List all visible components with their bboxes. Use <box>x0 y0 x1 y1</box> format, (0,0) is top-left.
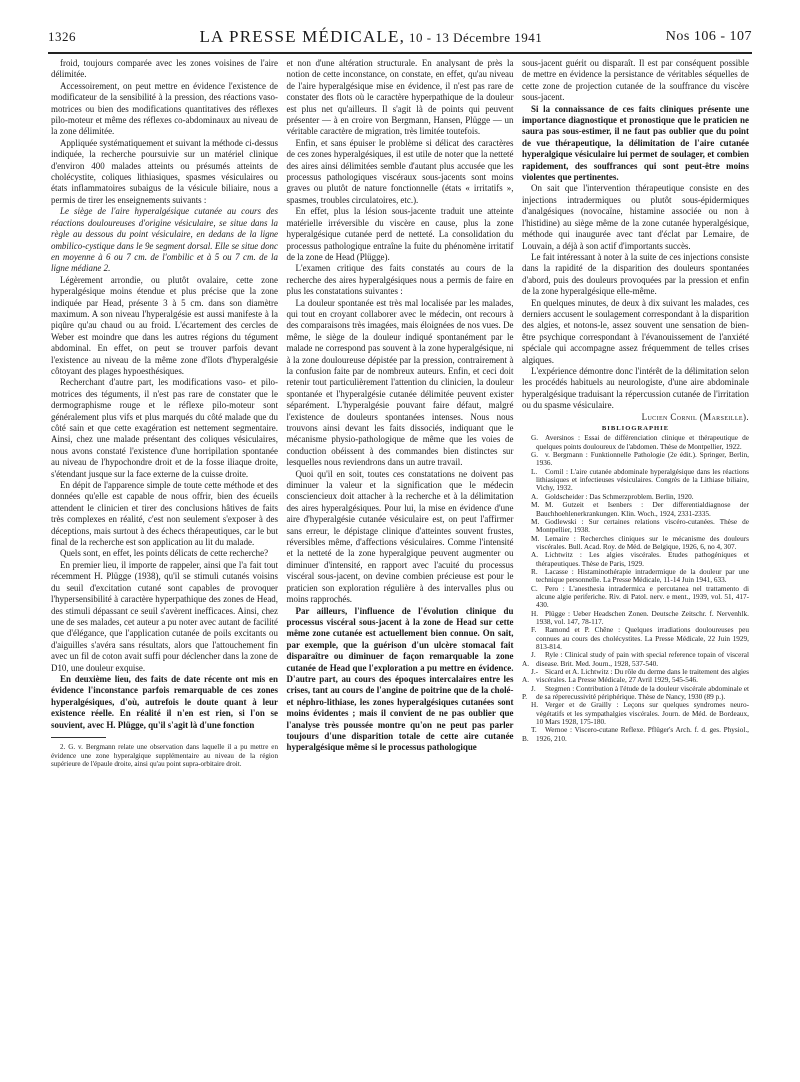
bibliography-entry-text: M. Gutzeit et Isenbers : Der differentialdiagnose der Bauchhoehlenerkrankungen. Klin. Woch., 1924, 2331-2335. <box>536 501 749 518</box>
bibliography-entry <box>522 701 749 726</box>
paragraph: sous-jacent guérit ou disparaît. Il est par conséquent possible de mettre en évidence la persistance de véritables séquelles de cette zone de projection cutanée de la souffrance du viscère sous-jacent. <box>522 58 749 103</box>
paragraph: Le siège de l'aire hyperalgésique cutanée au cours des réactions douloureuses d'origine vésiculaire, se situe dans la règle au dessous du point vésiculaire, en dedans de la ligne ombilico-cystique dans le 9e segment dorsal. Elle se situe donc en moyenne à 6 ou 7 cm. de l'ombilic et à 5 ou 7 cm. de la ligne médiane 2. <box>51 206 278 274</box>
bibliography-entry-text: Wernoe : Viscero-cutane Reflexe. Pflüger's Arch. f. d. ges. Physiol., 1926, 210. <box>536 726 749 743</box>
bibliography-entry-initial: C. <box>531 584 538 593</box>
paragraph: En dépit de l'apparence simple de toute cette méthode et des données qu'elle est capable de nous offrir, bien des écueils attendent le clinicien et tirer des conclusions hâtives de faits très complexes en réalité, c'est non seulement s'exposer à des déceptions, mais surtout à des échecs thérapeutiques, car le but final de la recherche est son application au lit du malade. <box>51 480 278 548</box>
article-body <box>48 58 752 1058</box>
bibliography-entry-text: Sicard et A. Lichtwitz : Du rôle du derme dans le traitement des algies viscérales. La Presse Médicale, 27 Avril 1929, 545-546. <box>536 668 749 685</box>
bibliography-entry-text: Goldscheider : Das Schmerzproblem. Berlin, 1920. <box>545 492 694 501</box>
bibliography-entry-initial: M. <box>531 534 540 543</box>
paragraph: Enfin, et sans épuiser le problème si délicat des caractères de ces zones hyperalgésiques, il est utile de noter que la netteté des aires ainsi délimitées semble d'autant plus accusée que les processus pathologiques viscéraux sous-jacents sont moins graves ou plutôt de nature fonctionnelle (états « irritatifs », spasmes, troubles circulatoires, etc.). <box>286 137 514 205</box>
paragraph: En effet, plus la lésion sous-jacente traduit une atteinte matérielle irréversible du viscère en cause, plus la zone hyperalgésique cutanée perd de netteté. La consolidation du processus pathologique entraîne la fuite du phénomène irritatif de la zone de Head (Plügge). <box>286 206 514 262</box>
bibliography-entry-text: Stegmen : Contribution à l'étude de la douleur viscérale abdominale et de sa réperecussivité périphérique. Thèse de Nancy, 1930 (89 p.). <box>536 684 749 702</box>
bibliography-entry <box>522 726 749 743</box>
column-3 <box>519 58 752 1058</box>
bibliography-entry <box>522 434 749 451</box>
paragraph: Quoi qu'il en soit, toutes ces constatations ne doivent pas diminuer la valeur et la signification que le médecin consciencieux doit attacher à la recherche et à la délimitation des aires hyperalgésiques. Pour lui, la mise en évidence d'une aire d'hyperalgésie cutanée vésiculaire est, on peut l'affirmer sans erreur, le dépistage clinique d'atteintes souvent frustes, réversibles même, d'affections vésiculaires. Comme l'intensité et la netteté de la zone hyperalgique peuvent augmenter ou diminuer d'intensité, en rapport avec l'acuité du processus viscéral sous-jacent, on devine combien précieuse est pour le praticien son exploration régulière à des intervalles plus ou moins rapprochés. <box>286 468 514 605</box>
paragraph: Recherchant d'autre part, les modifications vaso- et pilo-motrices des téguments, il n'est pas rare de constater que le dermographisme rouge et le réflexe pilo-moteur sont généralement plus vifs et plus marqués du côté malade que du côté sain et que cette exagération est nettement segmentaire. Ainsi, chez une malade présentant des coliques vésiculaires, nous avons constaté l'existence d'une horripilation spontanée au niveau de l'hypochondre droit et de la fosse iliaque droite, s'étendant jusque sur la face externe de la cuisse droite. <box>51 377 278 479</box>
bibliography-entry-initial: F. <box>531 626 537 635</box>
bibliography-entry-initial: H. <box>531 701 539 710</box>
bibliography-entry <box>522 610 749 627</box>
paragraph: Quels sont, en effet, les points délicats de cette recherche? <box>60 548 269 559</box>
paragraph: En deuxième lieu, des faits de date récente ont mis en évidence l'inconstance parfois remarquable de ces zones hyperalgésiques, d'où, autrefois le doute quant à leur existence réelle. En réalité il n'en est rien, si l'on se souvient, avec H. Plügge, qu'il s'agit là d'une fonction <box>51 673 278 730</box>
bibliography-entry-initial: J.-A. <box>522 668 539 685</box>
bibliography-entry <box>522 685 749 702</box>
bibliography-entry-initial: A. <box>531 551 539 560</box>
bibliography-entry-text: Cornil : L'aire cutanée abdominale hyperalgésique dans les réactions lithiasiques et infectieuses vésiculaires. Congrès de la Lithiase biliaire, Vichy, 1932. <box>536 467 749 493</box>
author-signature: Lucien Cornil (Marseille). <box>641 411 749 422</box>
paragraph: En premier lieu, il importe de rappeler, ainsi que l'a fait tout récemment H. Plügge (1938), qu'il se stimuli cutanés voisins du seuil d'excitation cutané sont capables de provoquer l'hypersensibilité à caractère hyperpathique des zones de Head, des stimuli dépassant ce seuil s'avèrent inefficaces. Ainsi, chez une de ses malades, cet auteur a pu noter avec autant de facilité que d'élégance, que l'application cutanée de poils excitants ou d'aiguilles s'avéra sans résultats, alors que l'attouchement fin avec un fil de coton avait suffi pour déclencher dans la zone de D10, une douleur exquise. <box>51 559 278 673</box>
paragraph: Si la connaissance de ces faits cliniques présente une importance diagnostique et pronostique que le praticien ne saura pas sous-estimer, il ne faut pas oublier que du point de vue thérapeutique, la délimitation de l'aire cutanée hyperalgique vésiculaire lui permet de soulager, et combien rapidement, des souffrances qui sont peut-être moins violentes que pertinentes. <box>522 103 749 183</box>
bibliography-entry <box>522 535 749 552</box>
footnote: 2. G. v. Bergmann relate une observation dans laquelle il a pu mettre en évidence une zone hyperalgique supplémentaire au niveau de la région supérieure de l'épaule droite, ainsi qu'au point supra-orbitaire droit. <box>51 742 278 769</box>
column-1 <box>48 58 281 1058</box>
paragraph: Légèrement arrondie, ou plutôt ovalaire, cette zone hyperalgésique moins étendue et plus précise que la zone indiquée par Head, présente 3 à 5 cm. dans son diamètre maximum. A son niveau l'hyperalgésie est aussi manifeste à la piqûre qu'au chaud ou au froid. L'écartement des cercles de Weber est moindre que dans les autres régions du tégument abdominal. En effet, on peut se trouver parfois devant l'existence au niveau de la même zone d'îlots d'hyperalgésie côtoyant des plages hypoesthésiques. <box>51 274 278 376</box>
bibliography-entry-initial: H. <box>531 609 539 618</box>
page-number: 1326 <box>48 29 76 44</box>
bibliography-entry-initial: A. <box>531 492 539 501</box>
paragraph: En quelques minutes, de deux à dix suivant les malades, ces derniers accusent le soulagement correspondant à la disparition des algies, et notons-le, assez souvent une sensation de bien-être psychique correspondant à l'évanouissement de l'anxiété spéciale qui accompagne assez fréquemment de telles crises algiques. <box>522 297 749 365</box>
bibliography-entry-initial: L. <box>531 467 538 476</box>
bibliography-entry <box>522 668 749 685</box>
bibliography-entry-initial: G. <box>531 451 539 460</box>
bibliography-entry-text: Ryle : Clinical study of pain with special reference topain of visceral disease. Brit. Med. Journ., 1928, 537-540. <box>536 651 749 668</box>
bibliography-entry-initial: M. <box>531 517 540 526</box>
paragraph: Par ailleurs, l'influence de l'évolution clinique du processus viscéral sous-jacent à la zone de Head sur cette même zone cutanée est actuellement bien connue. On sait, par exemple, que la guérison d'un ulcère stomacal fait disparaître ou diminuer de façon remarquable la zone cutanée de Head que l'exploration a pu mettre en évidence. D'autre part, au cours des époques intercalaires entre les crises, tant au cours de l'angine de poitrine que de la cholé- et néphro-lithiase, les zones hyperalgésiques cutanées sont moins évidentes ; mais il convient de ne pas oublier que l'analyse très poussée montre qu'on ne peut pas parler toujours d'une disparition totale de cette aire cutanée hyperalgésique même si le processus pathologique <box>286 605 514 753</box>
bibliography-entry <box>522 501 749 518</box>
bibliography-entry-text: Lacasse : Histaminothérapie intradermique de la douleur par une technique personnelle. La Presse Médicale, 11-14 Juin 1941, 633. <box>536 567 749 585</box>
issue-number: Nos 106 - 107 <box>665 29 752 44</box>
paragraph: Le fait intéressant à noter à la suite de ces injections consiste dans la rapidité de la disparition des douleurs spontanées d'abord, puis des douleurs provoquées par la pression et enfin de la zone hyperalgésique elle-même. <box>522 251 749 297</box>
bibliography-entry-initial: R. <box>531 567 538 576</box>
page-header <box>48 22 752 54</box>
bibliography-entry-text: v. Bergmann : Funktionnelle Pathologie (2e édit.). Springer, Berlin, 1936. <box>536 451 749 468</box>
bibliography-entry-text: Plügge : Ueber Headschen Zonen. Deutsche Zeitschr. f. Nervenhlk. 1938, vol. 147, 78-117. <box>536 609 749 626</box>
bibliography-heading: BIBLIOGRAPHIE <box>601 425 670 432</box>
bibliography-entry-initial: T. B. <box>522 726 537 743</box>
bibliography-entry <box>522 451 749 468</box>
paragraph: froid, toujours comparée avec les zones voisines de l'aire délimitée. <box>51 58 278 80</box>
bibliography-entry <box>522 651 749 668</box>
bibliography-entry <box>522 493 749 501</box>
bibliography-entry <box>522 518 749 535</box>
journal-title: LA PRESSE MÉDICALE, <box>199 27 406 46</box>
footnote-divider <box>51 737 106 738</box>
bibliography-entry <box>522 551 749 568</box>
paragraph: L'examen critique des faits constatés au cours de la recherche des aires hyperalgésiques nous a permis de faire en plus les constatations suivantes : <box>286 263 514 297</box>
paragraph: Accessoirement, on peut mettre en évidence l'existence de modificateur de la sensibilité à la pression, des réactions vaso-motrices ou bien des modifications quantitatives des réflexes pilo-moteur et même des réflexes co-abdominaux au niveau de la zone délimitée. <box>51 80 278 137</box>
paragraph: On sait que l'intervention thérapeutique consiste en des injections intradermiques ou plutôt sous-épidermiques d'analgésiques (novocaïne, histamine associée ou non à l'histidine) au siège même de la zone cutanée hyperalgésique, méthode qui inaugurée avec tant d'éclat par Lemaire, de Louvain, a déjà à son actif d'importants succès. <box>522 183 749 251</box>
bibliography-entry-initial: J. A. <box>522 651 536 668</box>
issue-date: 10 - 13 Décembre 1941 <box>409 30 543 45</box>
paragraph: L'expérience démontre donc l'intérêt de la délimitation selon les procédés habituels au neurologiste, d'une aire abdominale hyperalgésique traduisant la répercussion cutanée de l'irritation ou du spasme vésiculaire. <box>522 365 749 411</box>
bibliography-entry <box>522 568 749 585</box>
bibliography-entry-initial: J. P. <box>522 684 536 702</box>
bibliography-entry-text: Aversinos : Essai de différenciation clinique et thérapeutique de quelques points douloureux de l'abdomen. Thèse de Montpellier, 1922. <box>536 434 749 451</box>
bibliography-entry-text: Ramond et P. Chêne : Quelques irradiations douloureuses peu connues au cours des cholécystites. La Presse Médicale, 22 Juin 1929, 813-814. <box>536 626 749 651</box>
bibliography-entry-initial: M. <box>531 501 540 510</box>
bibliography-entry-text: Lemaire : Recherches cliniques sur le mécanisme des douleurs viscérales. Bull. Acad. Roy. de Méd. de Belgique, 1926, 6, no 4, 307. <box>536 534 749 551</box>
bibliography-entry <box>522 585 749 610</box>
bibliography-list <box>522 434 749 743</box>
bibliography-entry <box>522 626 749 651</box>
paragraph: La douleur spontanée est très mal localisée par les malades, qui tout en croyant collaborer avec le médecin, ont recours à des comparaisons très imagées, mais éloignées de nos vues. De même, le siège de la douleur indiqué spontanément par le malade ne correspond pas souvent à la zone hyperalgésique, ni à la zone douloureuse dépistée par la pression, contrairement à la confusion faite par de nombreux auteurs. Enfin, et ceci doit retenir tout particulièrement l'attention du clinicien, la douleur spontanée et l'hyperalgésie cutanée délimitée peuvent exister séparément. L'hyperalgésie pouvant faire défaut, malgré l'existence de douleurs spontanées intenses. Nous nous trouvons ainsi devant les faits dissociés, indiquant que le mécanisme physio-pathologique de même que les voies de conduction obéissent à des commandes bien distinctes sur lesquelles nous reviendrons dans un autre travail. <box>286 297 514 468</box>
paragraph: et non d'une altération structurale. En analysant de près la notion de cette inconstance, on constate, en effet, qu'au niveau de l'aire hyperalgésique mise en évidence, il n'est pas rare de constater des flots où le caractère hyperpathique de la douleur est plus net qu'ailleurs. Il s'agit là de points qui peuvent présenter — à en croire von Bergmann, Hansen, Plügge — un véritable caractère de migration, très limitée toutefois. <box>286 58 514 137</box>
bibliography-entry-initial: G. <box>531 434 539 443</box>
bibliography-entry-text: Verger et de Grailly : Leçons sur quelques syndromes neuro-végétatifs et les sympathalgies viscérales. Journ. de Méd. de Bordeaux, 10 Mars 1928, 175-180. <box>536 701 749 727</box>
bibliography-entry-text: Godlewski : Sur certaines relations viscéro-cutanées. Thèse de Montpellier, 1938. <box>536 517 749 535</box>
column-2 <box>284 58 517 1058</box>
bibliography-entry <box>522 468 749 493</box>
header-title-group <box>199 27 542 47</box>
paragraph: Appliquée systématiquement et suivant la méthode ci-dessus indiquée, la recherche poursuivie sur un matériel clinique d'environ 400 malades atteints ou présumés atteints de cholécystite, coliques lithiasiques, spasmes vésiculaires ou états inflammatoires subaigus de la vésicule biliaire, nous a permis de tirer les enseignements suivants : <box>51 137 278 205</box>
bibliography-entry-text: Pero : L'anesthesia intradermica e percutanea nel trattamento di alcune algie periferiche. Riv. di Patol. nerv. e ment., 1939, vol. 51, 417-430. <box>536 584 749 610</box>
bibliography-entry-text: Lichtwitz : Les algies viscérales. Etudes pathogéniques et thérapeutiques. Thèse de Paris, 1929. <box>536 551 749 568</box>
